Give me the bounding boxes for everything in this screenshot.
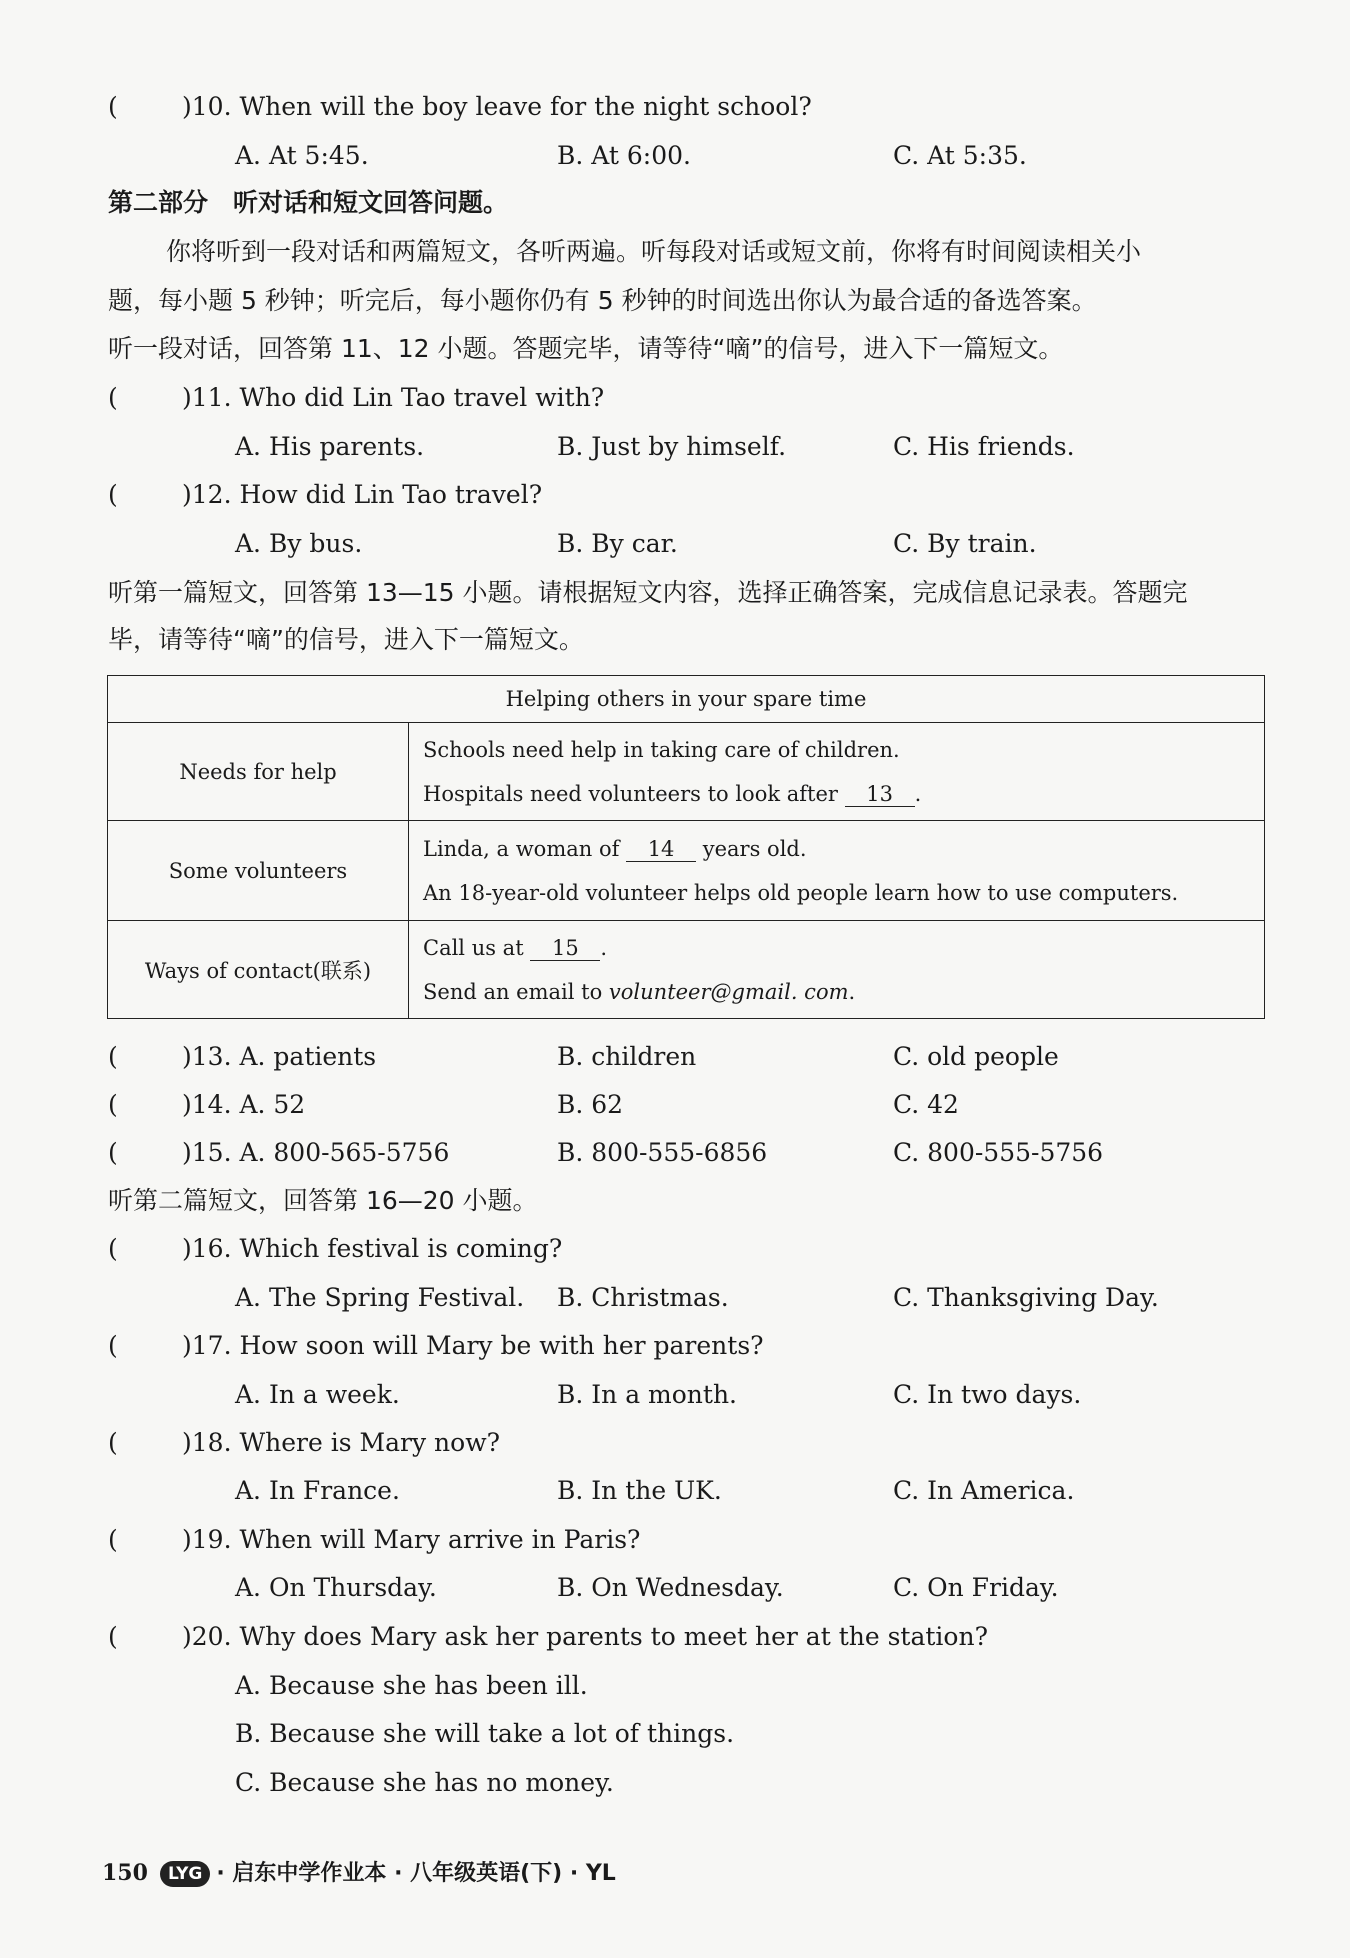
- option-a: A. Because she has been ill.: [235, 1671, 588, 1700]
- question-text: )15. A. 800-565-5756: [182, 1138, 450, 1167]
- question-14: [108, 1089, 305, 1121]
- question-text: )10. When will the boy leave for the night school?: [182, 92, 812, 121]
- question-20: [108, 1621, 988, 1653]
- page-number: 150: [102, 1860, 148, 1886]
- question-text: )20. Why does Mary ask her parents to meet her at the station?: [182, 1622, 988, 1651]
- question-16: [108, 1233, 562, 1265]
- question-18: [108, 1427, 500, 1459]
- option-b: B. 800-555-6856: [557, 1138, 768, 1167]
- option-b: B. Just by himself.: [557, 432, 787, 461]
- question-12: [108, 479, 542, 511]
- option-c: C. Because she has no money.: [235, 1768, 614, 1797]
- line-text: .: [600, 935, 608, 960]
- option-b: B. In a month.: [557, 1380, 737, 1409]
- table-line: [423, 772, 1264, 816]
- blank-15: 15: [530, 936, 600, 961]
- answer-bracket: (: [108, 1090, 118, 1119]
- blank-13: 13: [845, 782, 915, 807]
- question-text: )19. When will Mary arrive in Paris?: [182, 1525, 641, 1554]
- table-line: [423, 827, 1264, 871]
- option-c: C. At 5:35.: [893, 141, 1027, 170]
- question-text: )17. How soon will Mary be with her parents?: [182, 1331, 764, 1360]
- answer-bracket: (: [108, 1331, 118, 1360]
- instructions-line-1: 你将听到一段对话和两篇短文，各听两遍。听每段对话或短文前，你将有时间阅读相关小: [166, 237, 1142, 266]
- line-text: Send an email to: [423, 979, 603, 1004]
- info-table: [107, 675, 1265, 1019]
- answer-bracket: (: [108, 92, 118, 121]
- section-heading: 第二部分 听对话和短文回答问题。: [108, 188, 509, 217]
- option-a: A. In France.: [235, 1476, 400, 1505]
- table-title: Helping others in your spare time: [108, 676, 1265, 723]
- line-text: .: [848, 979, 856, 1004]
- option-c: C. In America.: [893, 1476, 1075, 1505]
- option-a: A. On Thursday.: [235, 1573, 437, 1602]
- row-content-volunteers: [409, 821, 1265, 921]
- question-text: )11. Who did Lin Tao travel with?: [182, 383, 605, 412]
- option-b: B. By car.: [557, 529, 678, 558]
- option-b: B. In the UK.: [557, 1476, 722, 1505]
- option-c: C. 800-555-5756: [893, 1138, 1104, 1167]
- question-text: )12. How did Lin Tao travel?: [182, 480, 543, 509]
- blank-14: 14: [626, 837, 696, 862]
- line-text: .: [914, 781, 922, 806]
- option-b: B. 62: [557, 1090, 624, 1119]
- answer-bracket: (: [108, 1525, 118, 1554]
- question-11: [108, 382, 604, 414]
- email-address: volunteer@gmail. com: [608, 979, 849, 1004]
- option-a: A. In a week.: [235, 1380, 400, 1409]
- answer-bracket: (: [108, 480, 118, 509]
- answer-bracket: (: [108, 1042, 118, 1071]
- answer-bracket: (: [108, 1234, 118, 1263]
- option-a: A. The Spring Festival.: [235, 1283, 525, 1312]
- question-text: )13. A. patients: [182, 1042, 377, 1071]
- instructions-line-2: 题，每小题 5 秒钟；听完后，每小题你仍有 5 秒钟的时间选出你认为最合适的备选答案。: [108, 286, 1097, 315]
- option-a: A. His parents.: [235, 432, 425, 461]
- option-c: C. In two days.: [893, 1380, 1082, 1409]
- option-c: C. Thanksgiving Day.: [893, 1283, 1159, 1312]
- option-b: B. Christmas.: [557, 1283, 729, 1312]
- option-b: B. Because she will take a lot of things.: [235, 1719, 735, 1748]
- option-c: C. On Friday.: [893, 1573, 1059, 1602]
- option-c: C. By train.: [893, 529, 1037, 558]
- option-a: A. By bus.: [235, 529, 363, 558]
- question-text: )14. A. 52: [182, 1090, 306, 1119]
- answer-bracket: (: [108, 1622, 118, 1651]
- row-content-needs: [409, 723, 1265, 821]
- line-text: Linda, a woman of: [423, 836, 620, 861]
- answer-bracket: (: [108, 1138, 118, 1167]
- row-label-contact: Ways of contact(联系): [108, 921, 409, 1019]
- question-10: [108, 91, 812, 123]
- option-b: B. On Wednesday.: [557, 1573, 784, 1602]
- option-c: C. old people: [893, 1042, 1059, 1071]
- question-17: [108, 1330, 764, 1362]
- line-text: Hospitals need volunteers to look after: [423, 781, 838, 806]
- book-title: · 启东中学作业本 · 八年级英语(下) · YL: [216, 1861, 616, 1886]
- passage-1-instruction-line-1: 听第一篇短文，回答第 13—15 小题。请根据短文内容，选择正确答案，完成信息记录表。答题完: [108, 578, 1188, 607]
- question-text: )18. Where is Mary now?: [182, 1428, 500, 1457]
- row-content-contact: [409, 921, 1265, 1019]
- table-line: Schools need help in taking care of children.: [423, 737, 900, 762]
- question-15: [108, 1137, 449, 1169]
- option-c: C. His friends.: [893, 432, 1075, 461]
- question-text: )16. Which festival is coming?: [182, 1234, 563, 1263]
- passage-2-instruction: 听第二篇短文，回答第 16—20 小题。: [108, 1186, 538, 1215]
- question-19: [108, 1524, 640, 1556]
- option-a: A. At 5:45.: [235, 141, 369, 170]
- page-footer: [102, 1858, 616, 1889]
- line-text: years old.: [702, 836, 807, 861]
- table-line: [423, 970, 1264, 1014]
- line-text: Call us at: [423, 935, 524, 960]
- dialog-instruction: 听一段对话，回答第 11、12 小题。答题完毕，请等待“嘀”的信号，进入下一篇短文。: [108, 334, 1064, 363]
- answer-bracket: (: [108, 383, 118, 412]
- option-b: B. At 6:00.: [557, 141, 691, 170]
- row-label-volunteers: Some volunteers: [108, 821, 409, 921]
- table-line: [423, 926, 1264, 970]
- table-line: An 18-year-old volunteer helps old people learn how to use computers.: [423, 880, 1179, 905]
- row-label-needs: Needs for help: [108, 723, 409, 821]
- publisher-logo: LYG: [160, 1861, 210, 1887]
- answer-bracket: (: [108, 1428, 118, 1457]
- question-13: [108, 1041, 376, 1073]
- passage-1-instruction-line-2: 毕，请等待“嘀”的信号，进入下一篇短文。: [108, 625, 584, 654]
- option-c: C. 42: [893, 1090, 959, 1119]
- option-b: B. children: [557, 1042, 697, 1071]
